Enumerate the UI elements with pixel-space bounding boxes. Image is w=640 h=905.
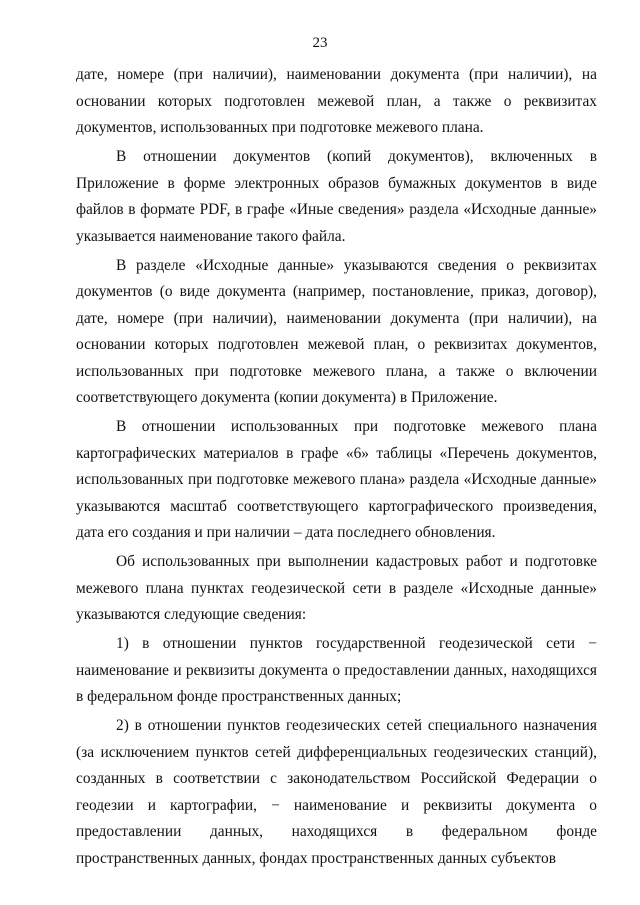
list-item-special-geodetic-networks: 2) в отношении пунктов геодезических сетей специального назначения (за исключением пунктов сетей дифференциальных геодезических станций), созданных в соответствии с законодательством Российской Федерации о геодезии и картографии, − наименование и реквизиты документа о предоставлении данных, находящихся в федеральном фонде пространственных данных, фондах пространственных данных субъектов <box>76 717 597 867</box>
document-body <box>76 62 597 875</box>
paragraph-source-data-section: В разделе «Исходные данные» указываются сведения о реквизитах документов (о виде документа (например, постановление, приказ, договор), дате, номере (при наличии), наименовании документа (при наличии), на основании которых подготовлен межевой план, о реквизитах документов, использованных при подготовке межевого плана, а также о включении соответствующего документа (копии документа) в Приложение. <box>76 256 597 406</box>
page-number: 23 <box>312 35 328 51</box>
paragraph-cartographic-materials: В отношении использованных при подготовке межевого плана картографических материалов в графе «6» таблицы «Перечень документов, использованных при подготовке межевого плана» раздела «Исходные данные» указываются масштаб соответствующего картографического произведения, дата его создания и при наличии – дата последнего обновления. <box>76 418 597 541</box>
paragraph-pdf-documents: В отношении документов (копий документов), включенных в Приложение в форме электронных образов бумажных документов в виде файлов в формате PDF, в графе «Иные сведения» раздела «Исходные данные» указывается наименование такого файла. <box>76 148 597 245</box>
list-item-state-geodetic-network: 1) в отношении пунктов государственной геодезической сети − наименование и реквизиты документа о предоставлении данных, находящихся в федеральном фонде пространственных данных; <box>76 635 597 705</box>
paragraph-continuation: дате, номере (при наличии), наименовании документа (при наличии), на основании которых подготовлен межевой план, а также о реквизитах документов, использованных при подготовке межевого плана. <box>76 66 597 136</box>
paragraph-geodetic-network-intro: Об использованных при выполнении кадастровых работ и подготовке межевого плана пунктах геодезической сети в разделе «Исходные данные» указываются следующие сведения: <box>76 553 597 623</box>
